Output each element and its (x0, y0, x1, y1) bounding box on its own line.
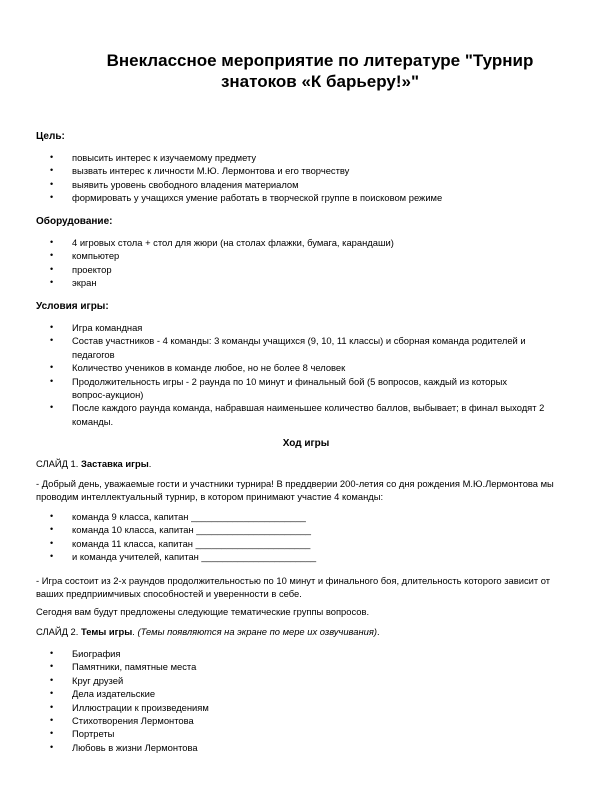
greeting-paragraph: - Добрый день, уважаемые гости и участники турнира! В преддверии 200-летия со дня рождения М.Ю.Лермонтова мы проводим интеллектуальный турнир, в котором принимают участие 4 команды: (36, 478, 554, 502)
list-item: • После каждого раунда команда, набравшая наименьшее количество баллов, выбывает; в финал выходят 2 команды. (50, 402, 545, 427)
list-item: • Продолжительность игры - 2 раунда по 10 минут и финальный бой (5 вопросов, каждый из которых вопрос-аукцион) (50, 375, 508, 401)
list-item: • проектор (50, 263, 112, 275)
list-item: • команда 11 класса, капитан ______________________ (50, 537, 311, 549)
rules-paragraph: - Игра состоит из 2-х раундов продолжительностью по 10 минут и финального боя, длительность которого зависит от ваших предприимчивых способностей и уверенности в себе. (36, 575, 551, 599)
list-item: • Количество учеников в команде любое, но не более 8 человек (50, 362, 346, 374)
list-item: • Любовь в жизни Лермонтова (50, 741, 198, 753)
list-item: • Дела издательские (50, 688, 156, 700)
slide-2-title: Темы игры (80, 626, 133, 637)
list-item: • формировать у учащихся умение работать в творческой группе в поисковом режиме (50, 192, 443, 204)
list-item: • Памятники, памятные места (50, 661, 197, 673)
bullet-icon: • (50, 674, 54, 685)
bullet-icon: • (50, 728, 54, 739)
bullet-icon: • (50, 701, 54, 712)
conditions-list (36, 321, 581, 428)
game-heading: Ход игры (282, 438, 330, 449)
topics-list (36, 647, 209, 754)
bullet-icon: • (50, 715, 54, 726)
list-item: • Состав участников - 4 команды: 3 команды учащихся (9, 10, 11 классы) и сборная команда родителей и педагогов (50, 335, 526, 360)
bullet-icon: • (50, 688, 54, 699)
bullet-icon: • (50, 741, 54, 752)
bullet-icon: • (50, 537, 54, 548)
bullet-icon: • (50, 152, 54, 162)
bullet-icon: • (50, 402, 54, 413)
conditions-heading: Условия игры: (36, 301, 109, 312)
today-paragraph: Сегодня вам будут предложены следующие тематические группы вопросов. (36, 606, 370, 617)
bullet-icon: • (50, 362, 54, 373)
title-line-2: знатоков «К барьеру!»" (220, 72, 420, 91)
equipment-list (36, 236, 394, 290)
bullet-icon: • (50, 551, 54, 562)
bullet-icon: • (50, 524, 54, 535)
list-item: • Круг друзей (50, 674, 124, 686)
list-item: • компьютер (50, 250, 120, 262)
list-item: • и команда учителей, капитан ______________________ (50, 551, 317, 563)
bullet-icon: • (50, 322, 54, 332)
bullet-icon: • (50, 263, 54, 274)
goal-list (36, 151, 442, 205)
bullet-icon: • (50, 661, 54, 672)
bullet-icon: • (50, 375, 54, 386)
equipment-heading: Оборудование: (36, 216, 113, 227)
list-item: • Биография (50, 648, 121, 659)
list-item: • команда 10 класса, капитан ______________________ (50, 524, 311, 536)
list-item: • Портреты (50, 728, 115, 740)
bullet-icon: • (50, 165, 54, 176)
list-item: • выявить уровень свободного владения материалом (50, 178, 299, 190)
document-title (40, 50, 600, 92)
list-item: • Стихотворения Лермонтова (50, 715, 194, 727)
list-item: • 4 игровых стола + стол для жюри (на столах флажки, бумага, карандаши) (50, 237, 394, 248)
slide-2-line: СЛАЙД 2. Темы игры. (Темы появляются на экране по мере их озвучивания). (36, 626, 380, 637)
slide-1-line: СЛАЙД 1. Заставка игры. (36, 458, 152, 469)
bullet-icon: • (50, 335, 54, 346)
list-item: • вызвать интерес к личности М.Ю. Лермонтова и его творчеству (50, 165, 350, 177)
bullet-icon: • (50, 511, 54, 521)
bullet-icon: • (50, 192, 54, 203)
goal-heading: Цель: (36, 131, 65, 142)
teams-list (36, 510, 316, 564)
bullet-icon: • (50, 250, 54, 261)
slide-1-title: Заставка игры (80, 458, 149, 469)
title-line-1: Внеклассное мероприятие по литературе "Турнир (106, 51, 534, 70)
slide-2-note: (Темы появляются на экране по мере их озвучивания) (137, 626, 377, 637)
list-item: • повысить интерес к изучаемому предмету (50, 152, 257, 163)
list-item: • экран (50, 277, 97, 289)
list-item: • Игра командная (50, 322, 143, 333)
bullet-icon: • (50, 277, 54, 288)
list-item: • команда 9 класса, капитан ______________________ (50, 511, 306, 522)
list-item: • Иллюстрации к произведениям (50, 701, 209, 713)
bullet-icon: • (50, 648, 54, 658)
bullet-icon: • (50, 178, 54, 189)
bullet-icon: • (50, 237, 54, 247)
